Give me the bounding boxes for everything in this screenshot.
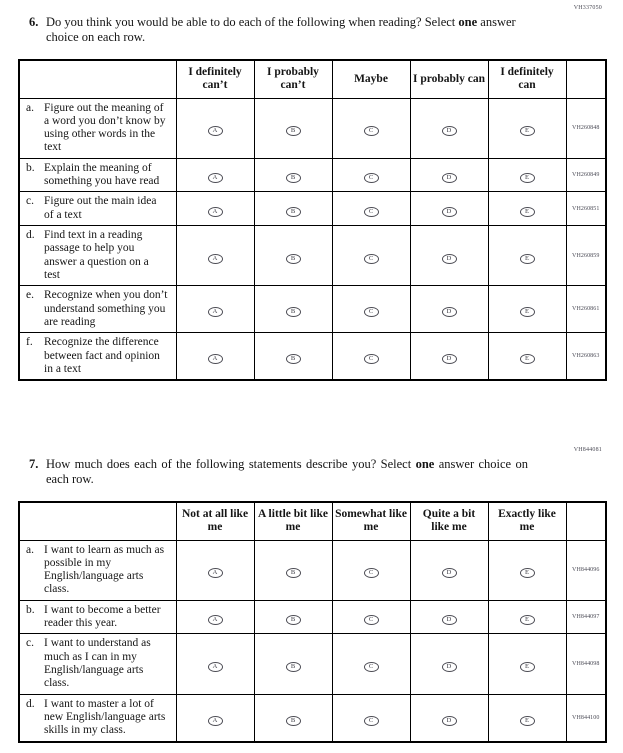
answer-cell [176, 192, 254, 226]
answer-bubble-c[interactable]: C [364, 173, 379, 183]
answer-cell [488, 694, 566, 741]
answer-cell [410, 192, 488, 226]
row-accession-code: VH844096 [566, 540, 606, 600]
row-accession-code: VH260859 [566, 226, 606, 286]
table-row [19, 540, 606, 600]
answer-cell [254, 158, 332, 192]
table-row [19, 600, 606, 634]
answer-bubble-d[interactable]: D [442, 126, 457, 136]
answer-cell [410, 333, 488, 380]
answer-bubble-d[interactable]: D [442, 254, 457, 264]
header-row [19, 502, 606, 541]
table-row [19, 98, 606, 158]
answer-cell [176, 634, 254, 694]
answer-column-header-1: Not at all like me [176, 502, 254, 541]
answer-bubble-d[interactable]: D [442, 615, 457, 625]
answer-bubble-d[interactable]: D [442, 173, 457, 183]
answer-cell [332, 226, 410, 286]
row-statement [19, 634, 176, 694]
answer-cell [332, 192, 410, 226]
answer-cell [332, 98, 410, 158]
row-letter: a. [26, 101, 34, 114]
answer-column-header-2: I probably can’t [254, 60, 332, 99]
answer-bubble-b[interactable]: B [286, 307, 301, 317]
answer-cell [488, 226, 566, 286]
question-accession-code: VH844081 [573, 447, 602, 453]
answer-bubble-d[interactable]: D [442, 716, 457, 726]
answer-bubble-a[interactable]: A [208, 662, 223, 672]
answer-bubble-e[interactable]: E [520, 307, 535, 317]
row-accession-code: VH844097 [566, 600, 606, 634]
answer-cell [254, 333, 332, 380]
row-letter: c. [26, 195, 34, 208]
row-accession-code: VH260863 [566, 333, 606, 380]
answer-cell [332, 158, 410, 192]
answer-cell [254, 634, 332, 694]
answer-bubble-c[interactable]: C [364, 307, 379, 317]
answer-bubble-c[interactable]: C [364, 126, 379, 136]
answer-cell [254, 226, 332, 286]
row-statement [19, 600, 176, 634]
answer-cell [410, 634, 488, 694]
row-statement-text: Explain the meaning of something you have read [44, 161, 160, 188]
answer-bubble-e[interactable]: E [520, 254, 535, 264]
answer-bubble-d[interactable]: D [442, 307, 457, 317]
row-letter: f. [26, 336, 33, 349]
answer-column-header-3: Somewhat like me [332, 502, 410, 541]
answer-bubble-b[interactable]: B [286, 615, 301, 625]
answer-bubble-a[interactable]: A [208, 254, 223, 264]
answer-bubble-b[interactable]: B [286, 568, 301, 578]
answer-cell [410, 540, 488, 600]
row-letter: c. [26, 637, 34, 650]
answer-bubble-e[interactable]: E [520, 173, 535, 183]
row-statement [19, 333, 176, 380]
q6-answer-grid [18, 59, 607, 382]
row-statement-text: Recognize when you don’t understand something you are reading [44, 289, 168, 329]
answer-cell [410, 226, 488, 286]
question-number: 6. [29, 15, 39, 29]
answer-cell [176, 600, 254, 634]
answer-cell [488, 192, 566, 226]
prompt-bold-word: one [458, 15, 478, 29]
table-row [19, 286, 606, 333]
row-accession-code: VH844100 [566, 694, 606, 741]
answer-cell [254, 192, 332, 226]
answer-bubble-e[interactable]: E [520, 662, 535, 672]
answer-cell [176, 540, 254, 600]
answer-cell [176, 694, 254, 741]
row-accession-code: VH844098 [566, 634, 606, 694]
answer-bubble-b[interactable]: B [286, 662, 301, 672]
answer-cell [254, 286, 332, 333]
table-row [19, 192, 606, 226]
row-letter: b. [26, 603, 35, 616]
answer-bubble-a[interactable]: A [208, 207, 223, 217]
row-statement-text: Recognize the difference between fact and opinion in a text [44, 336, 160, 376]
answer-cell [488, 158, 566, 192]
answer-cell [332, 694, 410, 741]
answer-cell [254, 600, 332, 634]
answer-bubble-b[interactable]: B [286, 126, 301, 136]
answer-bubble-b[interactable]: B [286, 207, 301, 217]
answer-bubble-c[interactable]: C [364, 207, 379, 217]
question-6-section [18, 5, 605, 381]
question-number: 7. [29, 457, 39, 471]
row-statement [19, 694, 176, 741]
statement-column-header [19, 502, 176, 541]
question-prompt [29, 15, 605, 46]
row-letter: b. [26, 161, 35, 174]
answer-cell [254, 540, 332, 600]
answer-bubble-c[interactable]: C [364, 568, 379, 578]
answer-bubble-c[interactable]: C [364, 662, 379, 672]
row-statement [19, 226, 176, 286]
answer-bubble-d[interactable]: D [442, 662, 457, 672]
row-statement-text: I want to learn as much as possible in my English/language arts class. [44, 543, 165, 596]
answer-bubble-e[interactable]: E [520, 354, 535, 364]
row-letter: e. [26, 289, 34, 302]
answer-cell [410, 600, 488, 634]
answer-bubble-d[interactable]: D [442, 354, 457, 364]
answer-bubble-c[interactable]: C [364, 254, 379, 264]
answer-cell [488, 540, 566, 600]
answer-column-header-4: I probably can [410, 60, 488, 99]
prompt-text-end: answer choice on each row. [46, 457, 528, 487]
answer-cell [488, 333, 566, 380]
row-accession-code: VH260851 [566, 192, 606, 226]
answer-column-header-4: Quite a bit like me [410, 502, 488, 541]
answer-column-header-1: I definitely can’t [176, 60, 254, 99]
answer-bubble-a[interactable]: A [208, 716, 223, 726]
answer-bubble-a[interactable]: A [208, 173, 223, 183]
answer-cell [254, 98, 332, 158]
answer-bubble-b[interactable]: B [286, 173, 301, 183]
answer-cell [332, 540, 410, 600]
code-column-header [566, 502, 606, 541]
row-accession-code: VH260861 [566, 286, 606, 333]
row-letter: d. [26, 697, 35, 710]
answer-cell [410, 158, 488, 192]
code-column-header [566, 60, 606, 99]
answer-bubble-b[interactable]: B [286, 354, 301, 364]
answer-cell [332, 333, 410, 380]
answer-bubble-b[interactable]: B [286, 716, 301, 726]
row-statement [19, 98, 176, 158]
answer-bubble-e[interactable]: E [520, 207, 535, 217]
answer-cell [176, 286, 254, 333]
answer-bubble-b[interactable]: B [286, 254, 301, 264]
question-text [46, 15, 528, 46]
row-statement [19, 192, 176, 226]
table-row [19, 158, 606, 192]
row-statement-text: Find text in a reading passage to help you answer a question on a test [44, 229, 149, 282]
answer-cell [176, 226, 254, 286]
prompt-text-end: answer choice on each row. [46, 15, 516, 45]
answer-cell [488, 600, 566, 634]
row-statement-text: I want to become a better reader this year. [44, 603, 161, 630]
answer-cell [488, 286, 566, 333]
answer-cell [410, 98, 488, 158]
table-row [19, 694, 606, 741]
answer-bubble-a[interactable]: A [208, 568, 223, 578]
answer-cell [176, 333, 254, 380]
header-row [19, 60, 606, 99]
answer-bubble-e[interactable]: E [520, 126, 535, 136]
answer-bubble-e[interactable]: E [520, 716, 535, 726]
table-row [19, 634, 606, 694]
answer-bubble-c[interactable]: C [364, 354, 379, 364]
answer-cell [410, 286, 488, 333]
answer-cell [176, 158, 254, 192]
row-statement [19, 540, 176, 600]
answer-cell [332, 600, 410, 634]
row-letter: d. [26, 229, 35, 242]
row-statement-text: I want to understand as much as I can in my English/language arts class. [44, 637, 151, 690]
table-row [19, 226, 606, 286]
prompt-text-start: How much does each of the following statements describe you? Select [46, 457, 416, 471]
question-text [46, 457, 528, 488]
answer-bubble-a[interactable]: A [208, 354, 223, 364]
table-row [19, 333, 606, 380]
answer-cell [488, 634, 566, 694]
prompt-text-start: Do you think you would be able to do each of the following when reading? Select [46, 15, 459, 29]
answer-bubble-e[interactable]: E [520, 615, 535, 625]
row-accession-code: VH260849 [566, 158, 606, 192]
answer-bubble-d[interactable]: D [442, 207, 457, 217]
answer-column-header-3: Maybe [332, 60, 410, 99]
answer-column-header-5: Exactly like me [488, 502, 566, 541]
row-accession-code: VH260848 [566, 98, 606, 158]
question-7-section [18, 447, 605, 743]
answer-cell [332, 634, 410, 694]
answer-bubble-e[interactable]: E [520, 568, 535, 578]
row-statement [19, 286, 176, 333]
answer-bubble-c[interactable]: C [364, 716, 379, 726]
answer-bubble-a[interactable]: A [208, 615, 223, 625]
row-letter: a. [26, 543, 34, 556]
question-prompt [29, 457, 605, 488]
row-statement-text: I want to master a lot of new English/language arts skills in my class. [44, 697, 166, 737]
answer-cell [410, 694, 488, 741]
row-statement-text: Figure out the meaning of a word you don’t know by using other words in the text [44, 101, 166, 154]
statement-column-header [19, 60, 176, 99]
answer-cell [488, 98, 566, 158]
prompt-bold-word: one [415, 457, 435, 471]
answer-column-header-5: I definitely can [488, 60, 566, 99]
question-accession-code: VH337050 [573, 5, 602, 11]
q7-answer-grid [18, 501, 607, 743]
row-statement-text: Figure out the main idea of a text [44, 195, 157, 221]
row-statement [19, 158, 176, 192]
answer-cell [254, 694, 332, 741]
answer-bubble-d[interactable]: D [442, 568, 457, 578]
answer-column-header-2: A little bit like me [254, 502, 332, 541]
answer-cell [332, 286, 410, 333]
answer-bubble-a[interactable]: A [208, 307, 223, 317]
answer-cell [176, 98, 254, 158]
answer-bubble-c[interactable]: C [364, 615, 379, 625]
answer-bubble-a[interactable]: A [208, 126, 223, 136]
